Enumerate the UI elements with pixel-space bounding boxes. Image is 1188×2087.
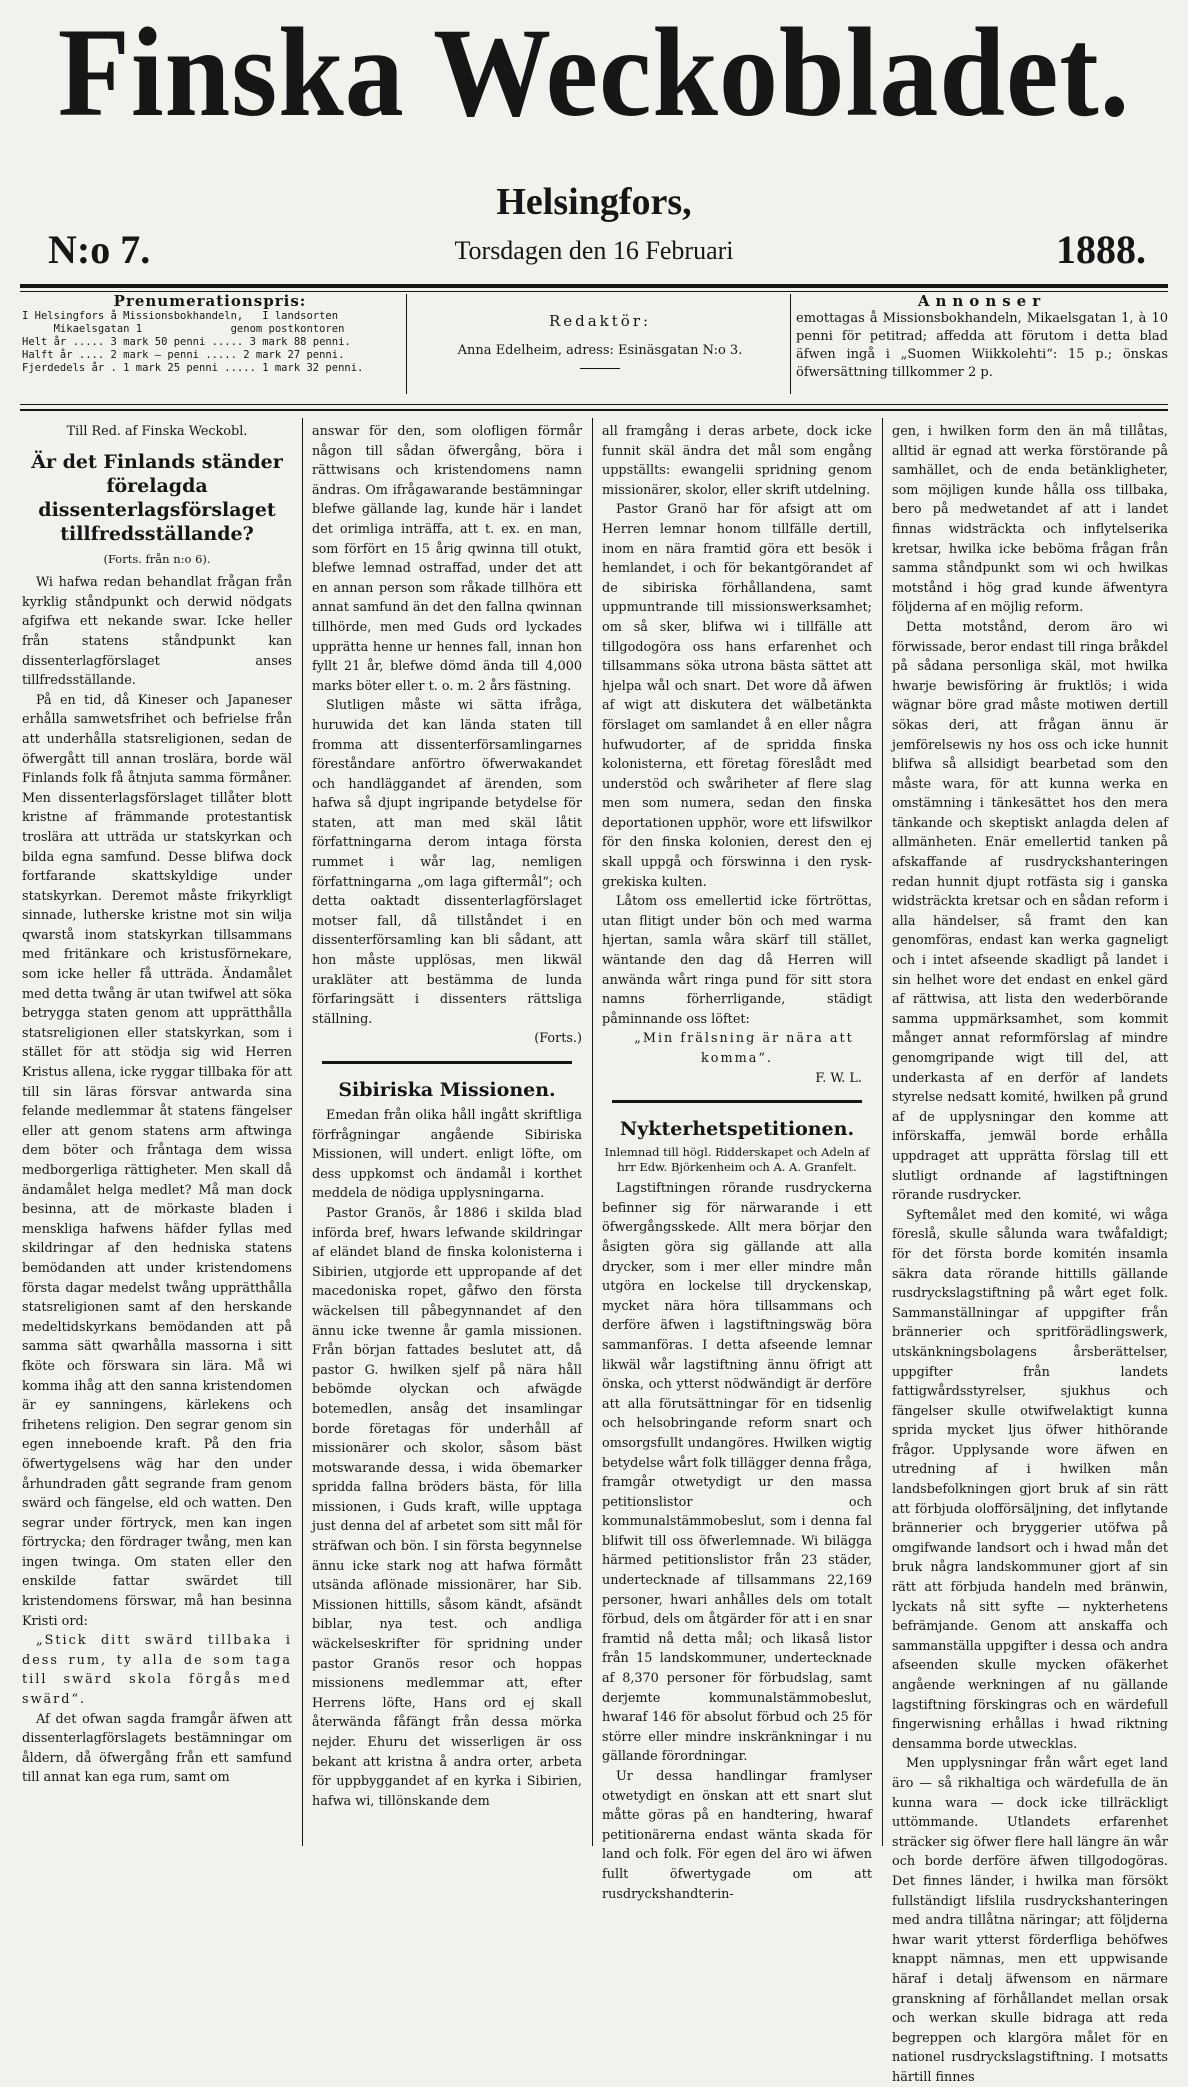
box-divider xyxy=(406,294,407,394)
column-3 xyxy=(602,422,872,1902)
header-bottom-rule-thick xyxy=(20,409,1168,411)
price-line: Helt år ..... 3 mark 50 penni ..... 3 mark 88 penni. xyxy=(22,336,351,348)
header-bottom-rule xyxy=(20,404,1168,405)
year: 1888. xyxy=(1056,227,1146,272)
ads-title: Annonser xyxy=(917,292,1047,310)
letter-address: Till Red. af Finska Weckobl. xyxy=(66,424,248,439)
column-1 xyxy=(22,422,292,1842)
issue-number: N:o 7. xyxy=(48,227,151,272)
paragraph: På en tid, då Kineser och Japaneser erhålla samwetsfrihet och befrielse från att underhålla statsreligionen, sedan de öfwergått till annan troslära, borde wäl Finlands folk få åtnjuta samma förmåner. Men dissenterlagsförslaget tillåter blott kristne af främmande protestantisk troslära att utträda ur statskyrkan och bilda egna samfund. Desse blifwa dock fortfarande skattskyldige under statskyrkan. Deremot måste frikyrkligt sinnade, lutherske kristne mot sin wilja qwarstå inom statskyrkan tillsammans med fritänkare och kristusförnekare, som icke heller få utträda. Ändamålet med detta twång är utan twifwel att söka betrygga staten genom att upprätthålla statsreligionen eller statskyrkan, som i stället för att stödja sig wid Herren Kristus allena, icke ryggar tillbaka för att till sin läras försvar antwarda sina felande medlemmar åt statens fängelser eller att genom statens arm aftwinga dem böter och fråntaga dem wissa medborgerliga rättigheter. Men skall då ändamålet helga medlet? Må man dock besinna, att de mörkaste bladen i menskliga hafwens häfder fyllas med skildringar af den hedniska statens bemödanden att under kristendomens första dagar medelst twång upprätthålla statsreligionen samt af den herskande medeltidskyrkans bemödanden att på samma sätt qwarhålla massorna i sitt fköte och förswara sin lära. Må wi komma ihåg att den sanna kristendomen är ey sanningens, kärlekens och frihetens religion. Den segrar genom sin egen inneboende kraft. På den fria öfwertygelsens wäg har den under århundraden gått segrande fram genom swärd och fängelse, eld och watten. Den segrar under förtryck, men kan ingen förtryckа; den fördrager twång, men kan ingen twinga. Om staten eller den enskilde fattar swärdet till kristendomens förswar, må han besinna Kristi ord: xyxy=(22,692,292,1629)
continued-mark: (Forts.) xyxy=(534,1031,582,1047)
paragraph: Syftemålet med den komité, wi wåga föreslå, skulle sålunda wara twåfaldigt; för det första borde komitén insamla säkra data rörande hittills gällande rusdryckslagstiftning på wårt eget folk. Sammanställningar af uppgifter från bränneriеr och spritförädlingswerk, utskänkningsbolagens årsberättelser, uppgifter från landets fattigwårdsstyrelser, sjukhus och fängelser skulle otwifwelaktigt kunna sprida mycket ljus öfwer hithörande frågor. Upplysande wore äfwen en utredning af i hwilken mån landsbefolkningen gjort bruk af sin rätt att förbjuda olofförsäljning, det inflytande bränneriеr och bryggerier utöfwa på omgifwande landsort och i hwad mån det bruk några landskommuner gjort af sin rätt att förbjuda handeln med bränwin, lyckats nå sitt syfte — nykterhetens befrämjande. Genom att anskaffa och sammanställa uppgifter i dessa och andra afseenden skulle mycken ofäkerhet angående werkningen af nu gällande lagstiftning förskingras och en wärdefull fingerwisning erhållas i hwad riktning densamma borde utwecklas. xyxy=(892,1207,1168,1752)
article-divider xyxy=(612,1100,862,1103)
masthead-rule xyxy=(20,284,1168,288)
scripture-quote: „Min frälsning är nära att komma“. xyxy=(634,1031,854,1066)
article-divider xyxy=(322,1061,572,1064)
city-name: Helsingfors, xyxy=(496,181,692,223)
continued-note: (Forts. från n:o 6). xyxy=(103,551,211,566)
paragraph: Pastor Granö har för afsigt att om Herren lemnar honom tillfälle dertill, inom en nära framtid göra ett besök i hemlandet, i och för bekantgörandet af de sibiriska förhållandena, samt uppmuntrande till missionswerksamhet; om så sker, blifwa wi i tillfälle att tillgodogöra oss hans erfarenhet och tillsammans söka utrona bästa sättet att hjelpa wål och snart. Det wore då äfwen af wigt att diskutera det wälbetänkta förslaget om samlandet å en eller några hufwudorter, af de spridda finska kolonisterna, ett företag föreslådt med understöd och swåriheter af flere slag men som numera, sedan den finska deportationen upphör, wore ett lifswilkor för den finska kolonien, derest den ej skall uppgå och förswinna i den rysk-grekiska kulten. xyxy=(602,502,872,890)
paragraph: all framgång i deras arbete, dock icke funnit skäl ändra det mål som engång uppställts: ewangelii spridning genom missionärer, skolor, eller skrift utdelning. xyxy=(602,424,872,498)
column-separator xyxy=(592,418,593,1846)
petition-subtitle: Inlemnad till högl. Ridderskapet och Adeln af hrr Edw. Björkenheim och A. A. Granfelt. xyxy=(604,1145,870,1175)
ads-text: emottagas å Missionsbokhandeln, Mikaelsgatan 1, à 10 penni för petitrad; affedda att förutom i detta blad äfwen ingå i „Suomen Wiikkolehti“: 15 p.; önskas öfwersättning tillkommer 2 p. xyxy=(796,311,1168,380)
box-divider xyxy=(790,294,791,394)
column-separator xyxy=(882,418,883,1846)
paragraph: Wi hafwa redan behandlat frågan från kyrklig ståndpunkt och derwid nödgats afgifwa ett nekande swar. Icke heller från statens ståndpunkt kan dissenterlagförslaget anses tillfredsställande. xyxy=(22,575,292,689)
newspaper-title: Finska Weckobladet. xyxy=(57,1,1131,144)
paragraph: Slutligen måste wi sätta ifråga, huruwida det kan lända staten till fromma att dissenterförsamlingarnes föreståndare anförtro öfwerwakandet och handläggandet af ärenden, som hafwa så djupt ingripande betydelse för staten, att man med skäl låtit författningarna derom intaga första rummet i wår lag, nemligen författningarna „om laga giftermål“; och detta oaktadt dissenterlagförslaget motser fall, då tillståndet i en dissenterförsamling kan bli sådant, att hon måste upplösas, men likwäl urakläter att bestämma de lunda förfaringsätt i dissenters rättsliga ställning. xyxy=(312,698,582,1027)
paragraph: answar för den, som olofligen förmår någon till sådan öfwergång, böra i rättwisans och kristendomens namn ändras. Om ifrågawarande bestämningar blefwe gällande lag, kunde här i landet det orimliga inträffa, att t. ex. en man, som förfört en 15 årig qwinna till otukt, blefwe lemnad ostraffad, under det att en annan person som råkade tillhöra ett annat samfund än det den fallna qwinnan tillhörde, men med Guds ord lyckades upprätta henne ur hennes fall, innan hon fyllt 21 år, blefwe dömd ända till 4,000 marks böter eller t. o. m. 2 års fästning. xyxy=(312,424,582,694)
column-4 xyxy=(892,422,1168,2085)
price-line: Halft år .... 2 mark — penni ..... 2 mark 27 penni. xyxy=(22,349,345,361)
signature: F. W. L. xyxy=(815,1070,862,1086)
paragraph: Pastor Granös, år 1886 i skilda blad införda bref, hwars lefwande skildringar af eländet bland de finska kolonisterna i Sibirien, utgjorde ett uppropande af det macedoniska ropet, gåfwo den första wäckelsen till påbegynnandet af den ännu icke twenne år gamla missionen. Från början fattades beslutet att, då pastor G. hwilken sjelf på nära håll bebömde olyckan och afwägde botemedlen, ansåg det insamlingar borde företagas för underhåll af missionärer och skolor, såsom bäst motswarande dessa, i wida öbemarker spridda fallna bröders bästa, för lilla missionen, i Guds kraft, wille upptaga just denna del af arbetet som sitt mål för sträfwan och bön. I sin första begynnelse ännu icke stark nog att hafwa förmått utsända aflönade missionärer, har Sib. Missionen hittills, såsom kändt, afsändt biblar, nya test. och andliga wäckelseskrifter för spridning under pastor Granös resor och hoppas missionens medlemmar att, efter Herrens löfte, Hans ord ej skall återwända fåfängt från dessa mörka nejder. Ehuru det wisserligen är oss bekant att kristna å andra orter, arbeta för uppbyggandet af en kyrka i Sibirien, hafwa wi, tillönskande dem xyxy=(312,1205,582,1809)
ads-box xyxy=(796,294,1168,394)
paragraph: Låtom oss emellertid icke förtröttas, utan flitigt under bön och med warma hjertan, samla wåra skärf till stället, wäntande den dag då Herren will anwända wårt ringa pund för sitt stora namns förherrligande, städigt påminnande oss löftet: xyxy=(602,894,872,1027)
article-headline-dissenter: Är det Finlands ständer förelagda dissenterlagsförslaget tillfredsställande? xyxy=(31,450,283,545)
subscription-title: Prenumerationspris: xyxy=(113,292,307,310)
editor-label: Redaktör: xyxy=(548,312,652,330)
paragraph: Ur dessa handlingar framlyser otwetydigt en önskan att ett snart slut måtte göras på en handtering, hwaraf petitionärerna endast wänta skada för land och folk. För egen del äro wi äfwen fullt öfwertygade om att rusdryckshandterin- xyxy=(602,1769,872,1902)
editor-box xyxy=(414,294,786,394)
scripture-quote: „Stick ditt swärd tillbaka i dess rum, ty alla de som taga till swärd skola förgås med swärd“. xyxy=(22,1633,292,1708)
paragraph: Emedan från olika håll ingått skriftliga förfrågningar angående Sibiriska Missionen, will undert. enligt löfte, om dess uppkomst och ändamål i korthet meddela de nödiga upplysningarna. xyxy=(312,1108,582,1202)
editor-rule xyxy=(580,368,620,369)
article-headline-sibiriska: Sibiriska Missionen. xyxy=(338,1079,556,1101)
paragraph: gen, i hwilken form den än må tillåtas, alltid är egnad att werka förstörande på samhället, och de enda betänkligheter, som möjligen kunde hålla oss tillbaka, bero på medwetandet af att i landet finnas widsträckta och inflytelserika kretsar, hwilka icke beböma frågan från samma ståndpunkt som wi och hwilkas motstånd i hög grad kunde äfwentyra följderna af en möjlig reform. xyxy=(892,424,1168,616)
subscription-box xyxy=(22,294,398,394)
paragraph: Lagstiftningen rörande rusdryckerna befinner sig för närwarande i ett öfwergångsskede. Allt mera börjar den åsigten göra sig gällande att alla drycker, som i mer eller mindre mån utgöra en lockelse till dryckenskap, mycket nära höra tillsammans och derföre äfwen i lagstiftningswäg böra sammanföras. I detta afseende lemnar likwäl wår lagstiftning ännu öfrigt att önska, och ytterst nödwändigt är derföre att alla förutsättningar för en tidsenlig och helsobringande reform snart och omsorgsfullt undangöres. Hwilken wigtig betydelse wårt folk tillägger denna fråga, framgår otwetydigt ur den massa petitionslistor och kommunalstämmobeslut, som i denna fal blifwit till oss öfwerlemnade. Wi bilägga härmed petitionslistor från 23 städer, undertecknade af tillsammans 22,169 personer, hwari anhålles dels om totalt förbud, dels om åtgärder för att i en snar framtid nå detta mål; och likaså listor från 15 landskommuner, undertecknade af 8,370 personer för förbudslag, samt derjemte kommunalstämmobeslut, hwaraf 146 för absolut förbud och 25 för större eller mindre inskränkningar i nu gällande förordningar. xyxy=(602,1181,872,1765)
price-line: Mikaelsgatan 1 genom postkontoren xyxy=(22,323,345,335)
article-headline-nykterhet: Nykterhetspetitionen. xyxy=(619,1118,855,1141)
column-separator xyxy=(302,418,303,1846)
price-line: I Helsingfors å Missionsbokhandeln, I landsorten xyxy=(22,310,339,322)
subscription-prices xyxy=(22,310,398,375)
editor-address: Anna Edelheim, adress: Esinäsgatan N:o 3. xyxy=(457,343,743,358)
paragraph: Af det ofwan sagda framgår äfwen att dissenterlagförslagets bestämningar om åldern, då öfwergång från ett samfund till annat kan ega rum, samt om xyxy=(22,1711,292,1786)
paragraph: Men upplysningar från wårt eget land äro — så rikhaltiga och wärdefulla de än kunna wara — dock icke tillräckligt uttömmande. Utlandets erfarenhet sträcker sig öfwer flere hall längre än wår och borde derföre äfwen tillgodogöras. Det finnes länder, i hwilka man försökt fullständigt lifslila rusdryckshanteringen med andra tillåtna näringar; att följderna hwar warit ytterst förderfliga behöfwes knappt nämnas, men ett uppwisande häraf i detalj äfwensom en närmare granskning af förhållandet mellan orsak och werkan skulle bidraga att reda begreppen och klargöra målet för en nationel rusdryckslagstiftning. I motsatts härtill finnes xyxy=(892,1756,1168,2085)
date-line: Torsdagen den 16 Februari xyxy=(454,236,734,265)
paragraph: Detta motstånd, derom äro wi förwissade, beror endast till ringa bråkdel på sådana personliga skäl, mot hwilka hwarje bewisföring är fruktlös; i wida wägnar böre grad måste motiwen dertill sökas deri, att frågan ännu är jemförelsewis ny hos oss och icke hunnit blifwa så allsidigt bearbetad som den måste wara, för att kunna werka en omstämning i tänkesättet hos den mera tänkande och skeptiskt anlagda delen af allmänheten. Enär emellertid tanken på afskaffande af rusdryckshanteringen redan hunnit djupt rotfästa sig i ganska widsträckta kretsar och en sådan reform i alla händelser, så framt den kan genomföras, endast kan werka gagneligt och i intet afseende skadligt på landet i sin helhet wore det endast en enkel gärd af rättwisa, att lista den wederbörande samma uppmärksamhet, som kommit mångет annat reformförslag af mindre genomgripande wigt till del, att underkasta af en derför af landets styrelse nedsatt komité, hwilken på grund af de upplysningar den komme att införskaffa, jemwäl borde erhålla uppdraget att upprätta förslag till ett slutligt ordnande af lagstiftningen rörande rusdrycker. xyxy=(892,619,1168,1204)
column-2 xyxy=(312,422,582,1842)
price-line: Fjerdedels år . 1 mark 25 penni ..... 1 mark 32 penni. xyxy=(22,362,364,374)
